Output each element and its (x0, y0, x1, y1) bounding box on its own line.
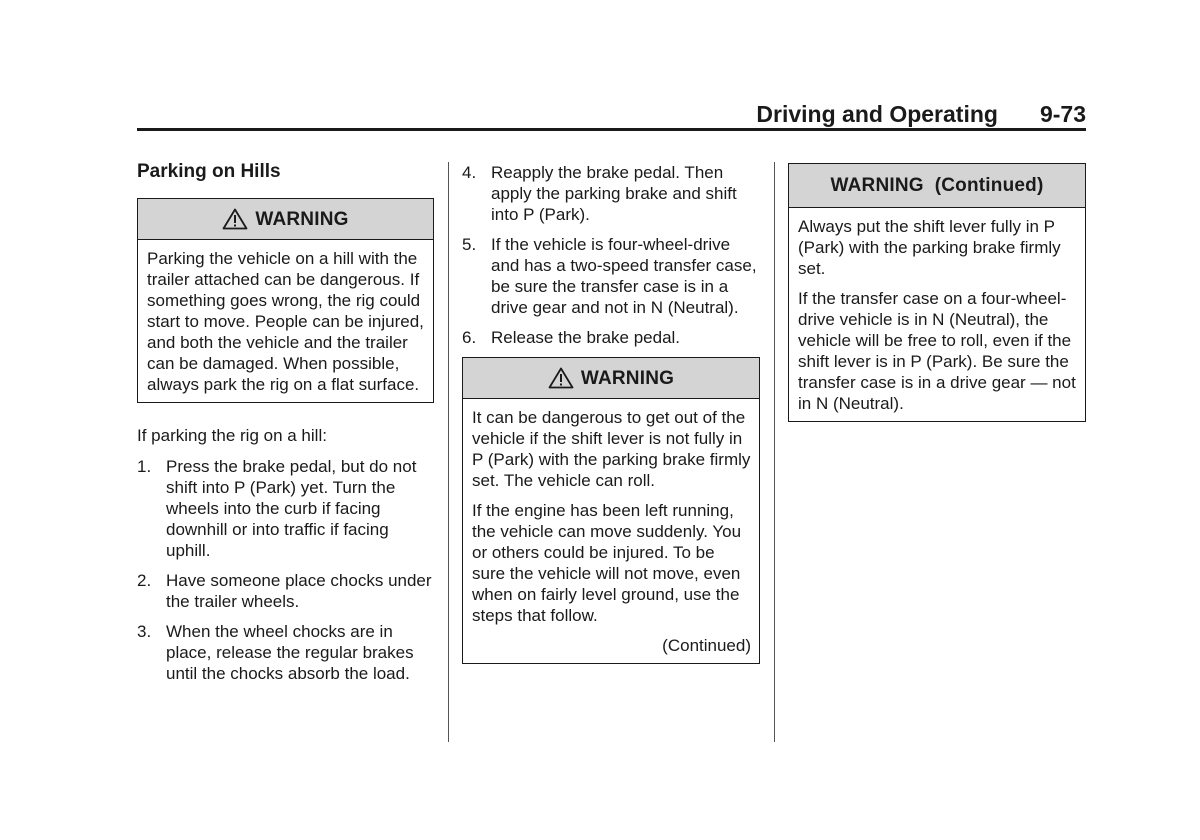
step-text: Release the brake pedal. (491, 328, 681, 347)
steps-list-1 (137, 456, 434, 684)
warning-text: If the engine has been left running, the vehicle can move suddenly. You or others could be injured. To be sure the vehicle will not move, even when on fairly level ground, use the steps that follow. (472, 501, 742, 625)
page-header (137, 100, 1086, 128)
step-number: 3. (137, 622, 152, 641)
step-number: 2. (137, 571, 152, 590)
list-item (137, 456, 434, 561)
list-item (137, 570, 434, 612)
step-text: Press the brake pedal, but do not shift into P (Park) yet. Turn the wheels into the curb if facing downhill or into traffic if facing uphill. (166, 457, 417, 560)
step-number: 5. (462, 235, 477, 254)
column-3 (788, 163, 1086, 422)
warning-box-1 (137, 198, 434, 403)
step-text: Reapply the brake pedal. Then apply the parking brake and shift into P (Park). (491, 163, 737, 224)
step-number: 1. (137, 457, 152, 476)
warning-header (138, 199, 433, 240)
warning-text: Always put the shift lever fully in P (Park) with the parking brake firmly set. (798, 217, 1061, 278)
warning-text: Parking the vehicle on a hill with the trailer attached can be dangerous. If something goes wrong, the rig could start to move. People can be injured, and both the vehicle and the trailer can be damaged. When possible, always park the rig on a flat surface. (147, 249, 424, 394)
step-text: When the wheel chocks are in place, release the regular brakes until the chocks absorb the load. (166, 622, 414, 683)
section-heading: Parking on Hills (137, 161, 281, 182)
page-number: 9-73 (1039, 100, 1086, 127)
warning-label: WARNING (580, 367, 675, 389)
step-number: 4. (462, 163, 477, 182)
warning-triangle-icon (548, 367, 574, 389)
intro-text: If parking the rig on a hill: (137, 426, 327, 445)
list-item (462, 234, 760, 318)
column-2 (462, 162, 760, 664)
warning-header (463, 358, 759, 399)
step-text: If the vehicle is four-wheel-drive and has a two-speed transfer case, be sure the transfer case is in a drive gear and not in N (Neutral). (491, 235, 757, 317)
header-rule (137, 128, 1086, 131)
list-item (462, 162, 760, 225)
step-text: Have someone place chocks under the trailer wheels. (166, 571, 432, 611)
column-divider-1 (448, 162, 449, 742)
list-item (137, 621, 434, 684)
warning-header (789, 164, 1085, 208)
column-1 (137, 160, 434, 693)
warning-box-3 (788, 163, 1086, 422)
warning-body (463, 399, 759, 663)
column-divider-2 (774, 162, 775, 742)
warning-label: WARNING (Continued) (830, 175, 1044, 196)
steps-list-2 (462, 162, 760, 348)
continued-note: (Continued) (662, 636, 751, 655)
list-item (462, 327, 760, 348)
section-title: Driving and Operating (756, 100, 998, 127)
warning-text: It can be dangerous to get out of the vehicle if the shift lever is not fully in P (Park) with the parking brake firmly set. The vehicle can roll. (472, 408, 751, 490)
warning-body (138, 240, 433, 402)
warning-body (789, 208, 1085, 421)
warning-label: WARNING (255, 208, 349, 230)
warning-triangle-icon (222, 208, 248, 230)
step-number: 6. (462, 328, 477, 347)
warning-box-2 (462, 357, 760, 664)
warning-text: If the transfer case on a four-wheel-drive vehicle is in N (Neutral), the vehicle will be free to roll, even if the shift lever is in P (Park). Be sure the transfer case is in a drive gear — not in N (Neutral). (798, 289, 1076, 413)
